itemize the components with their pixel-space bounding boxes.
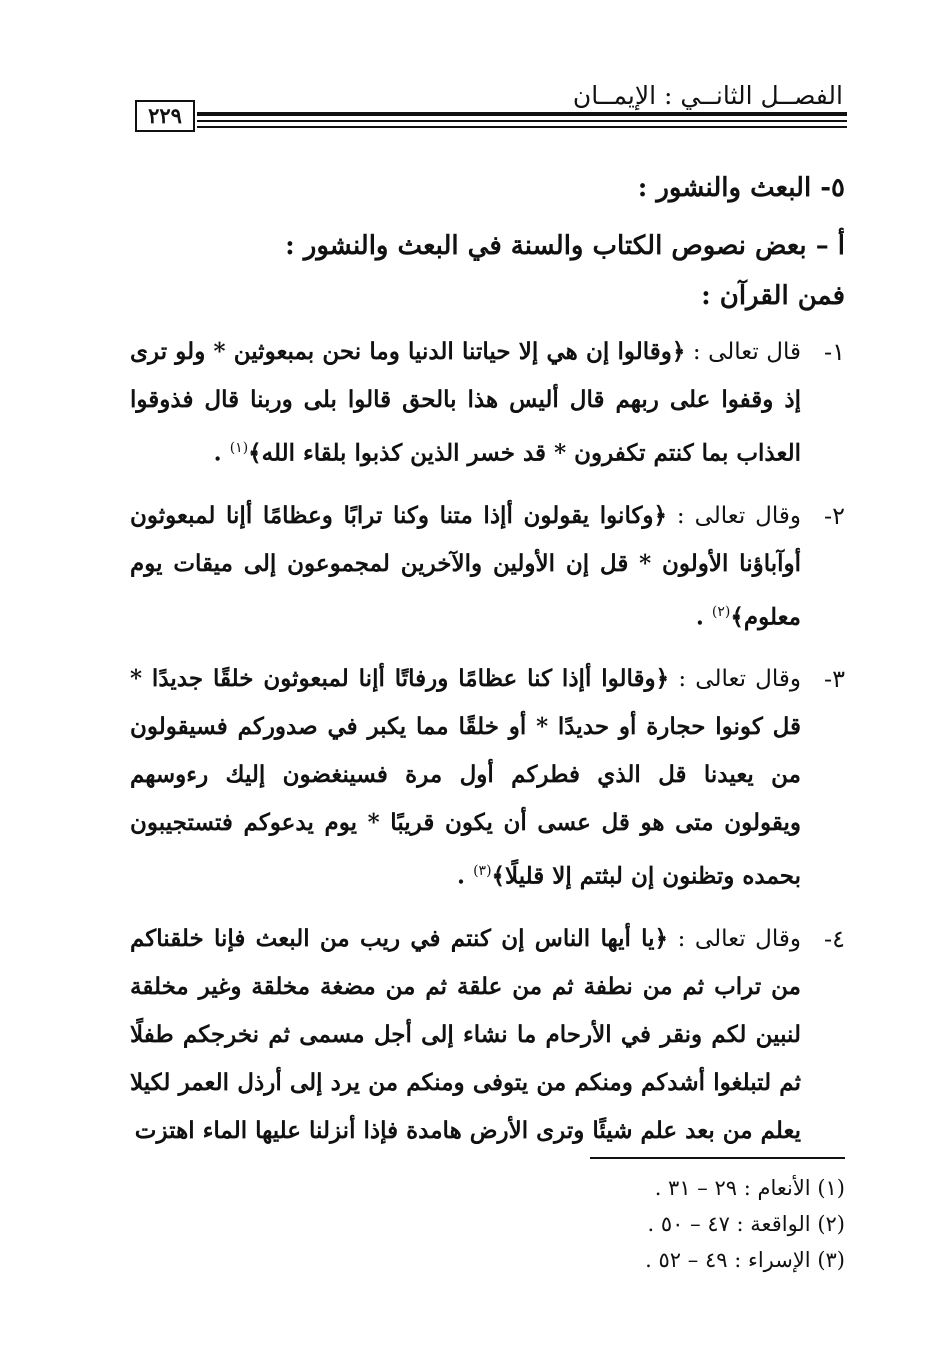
verse-text: ﴿وقالوا إن هي إلا حياتنا الدنيا وما نحن بمبعوثين * ولو ترى إذ وقفوا على ربهم قال أليس هذا بالحق قالوا بلى وربنا قال فذوقوا العذاب بما كنتم تكفرون * قد خسر الذين كذبوا بلقاء الله﴾: [130, 338, 801, 467]
item-number: ٤-: [824, 924, 845, 953]
item-end: .: [457, 862, 474, 890]
section-heading: ٥- البعث والنشور :: [637, 173, 845, 203]
item-number: ٢-: [824, 501, 845, 530]
verse-text: ﴿وكانوا يقولون أإذا متنا وكنا ترابًا وعظامًا أإنا لمبعوثون أوآباؤنا الأولون * قل إن الأولين والآخرين لمجموعون إلى ميقات يوم معلوم﴾: [130, 501, 801, 631]
item-end: .: [695, 603, 712, 631]
item-text: [130, 328, 801, 478]
item-intro: قال تعالى :: [685, 339, 801, 365]
item-intro: وقال تعالى :: [668, 925, 802, 952]
item-text: [130, 915, 801, 1155]
verse-text: ﴿وقالوا أإذا كنا عظامًا ورفاتًا أإنا لمبعوثون خلقًا جديدًا * قل كونوا حجارة أو حديدًا * أو خلقًا مما يكبر في صدوركم فسيقولون من يعيدنا قل الذي فطركم أول مرة فسينغضون إليك رءوسهم ويقولون متى هو قل عسى أن يكون قريبًا * يوم يدعوكم فتستجيبون بحمده وتظنون إن لبثتم إلا قليلًا﴾: [130, 665, 801, 890]
item-text: [130, 655, 801, 901]
list-item: [130, 328, 845, 478]
list-item: [130, 492, 845, 642]
footnote: (١) الأنعام : ٢٩ – ٣١ .: [654, 1176, 845, 1200]
footnote-ref: (٢): [711, 603, 731, 620]
list-item: [130, 655, 845, 901]
footnote: (٢) الواقعة : ٤٧ – ٥٠ .: [647, 1212, 845, 1236]
header-rule-thick: [197, 112, 847, 116]
page-number: ٢٢٩: [135, 100, 195, 132]
item-number: ٣-: [824, 665, 845, 694]
footnote-separator: [590, 1157, 845, 1159]
footnote: (٣) الإسراء : ٤٩ – ٥٢ .: [645, 1248, 845, 1272]
subsection-heading: أ – بعض نصوص الكتاب والسنة في البعث والنشور :: [285, 231, 845, 261]
verse-text: ﴿يا أيها الناس إن كنتم في ريب من البعث فإنا خلقناكم من تراب ثم من نطفة ثم من علقة ثم من مضغة مخلقة وغير مخلقة لنبين لكم ونقر في الأرحام ما نشاء إلى أجل مسمى ثم نخرجكم طفلًا ثم لتبلغوا أشدكم ومنكم من يتوفى ومنكم من يرد إلى أرذل العمر لكيلا يعلم من بعد علم شيئًا وترى الأرض هامدة فإذا أنزلنا عليها الماء اهتزت: [130, 924, 802, 1144]
item-end: .: [213, 439, 230, 467]
item-text: [130, 492, 801, 642]
item-intro: وقال تعالى :: [669, 666, 802, 693]
main-text: [130, 170, 845, 1155]
header-rule-thin-lower: [197, 126, 847, 128]
list-item: [130, 915, 845, 1155]
footnote-ref: (١): [229, 440, 249, 456]
footnote-ref: (٣): [473, 863, 492, 880]
header-rule-thin: [197, 120, 847, 122]
item-number: ١-: [824, 338, 845, 366]
quran-intro: فمن القرآن :: [701, 281, 845, 311]
item-intro: وقال تعالى :: [666, 502, 801, 529]
footnotes: [545, 1170, 845, 1278]
running-title: الفصــل الثانــي : الإيمــان: [572, 81, 843, 110]
